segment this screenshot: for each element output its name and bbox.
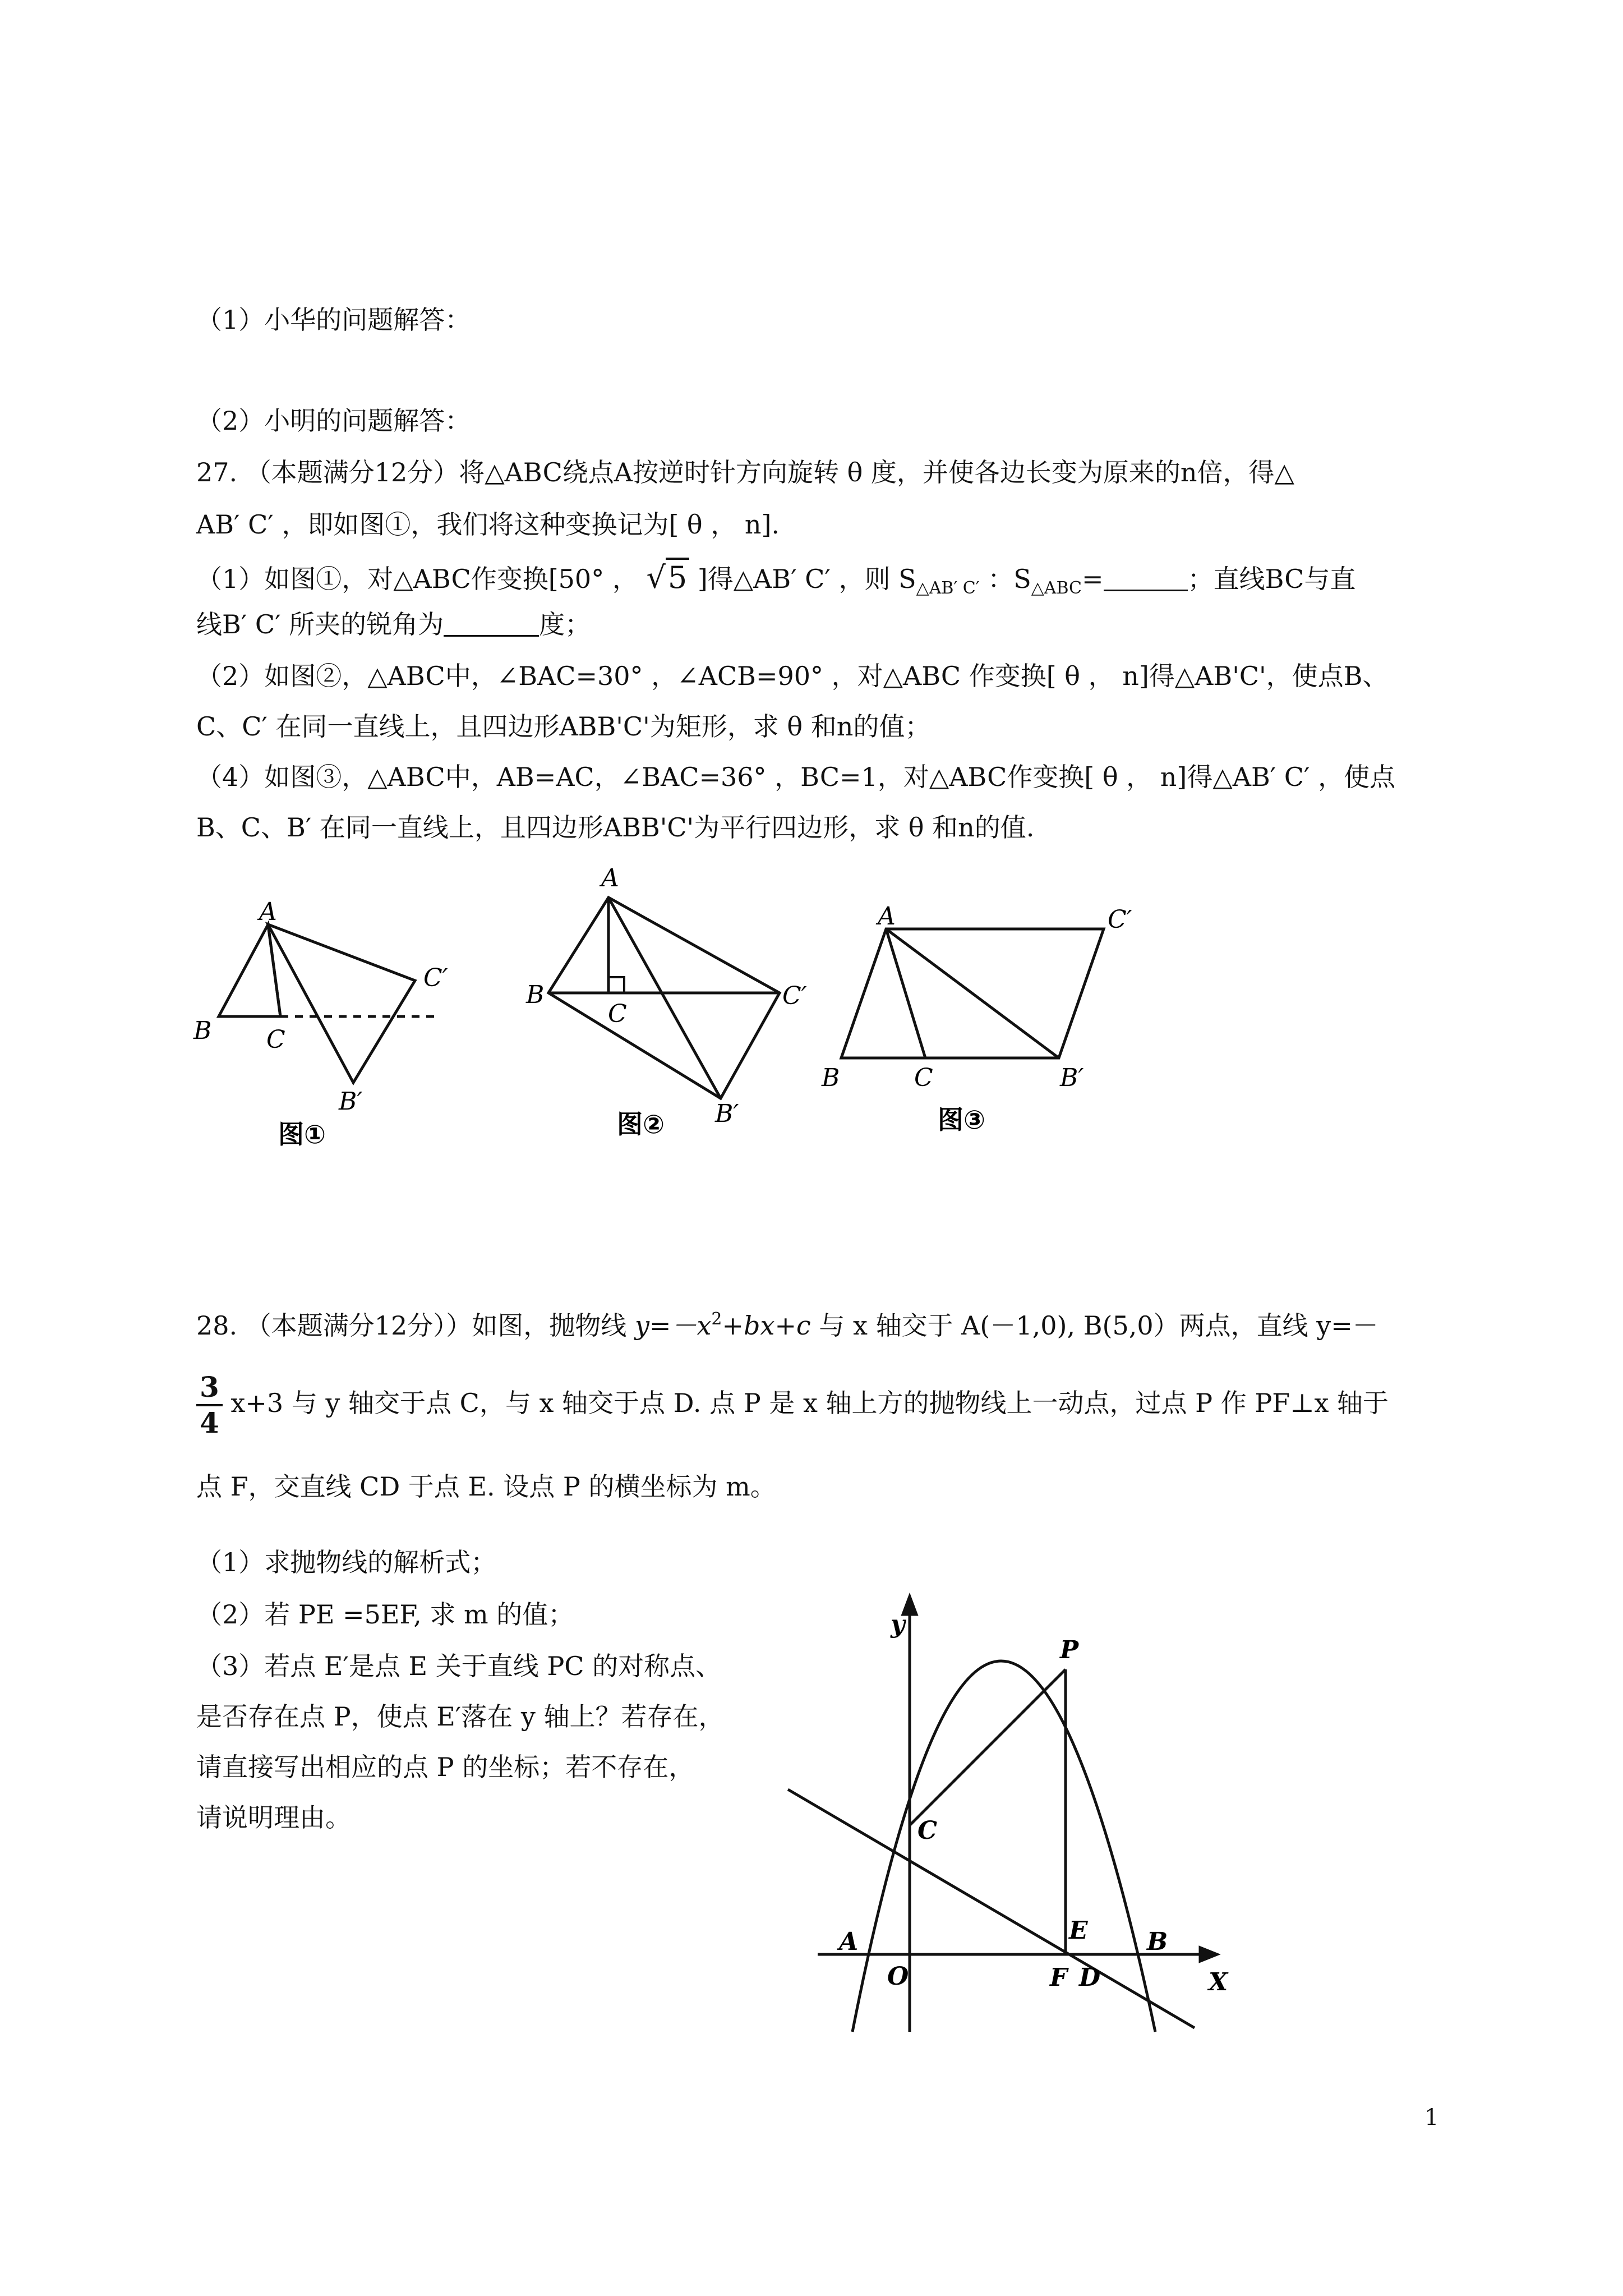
y-axis-arrow bbox=[903, 1596, 916, 1614]
fig3-label-c1: C′ bbox=[1108, 905, 1132, 934]
q27-intro-line2: AB′ C′ ，即如图①，我们将这种变换记为[ θ ， n]. bbox=[196, 509, 780, 540]
graph-label-b: B bbox=[1147, 1927, 1168, 1956]
sqrt-five: √5 bbox=[646, 558, 689, 595]
fraction-three-quarters: $\frac{3}{4}$ bbox=[196, 1370, 223, 1440]
fig2-label-c1: C′ bbox=[782, 982, 807, 1010]
graph-label-f: F bbox=[1050, 1963, 1068, 1992]
fig3-label-c: C bbox=[914, 1064, 933, 1092]
fig3-caption: 图③ bbox=[938, 1105, 985, 1135]
q27-intro-line1: 27. （本题满分12分）将△ABC绕点A按逆时针方向旋转 θ 度，并使各边长变为原来的n倍，得△ bbox=[196, 457, 1294, 487]
q27-part2-line1: （2）如图②，△ABC中，∠BAC=30° ，∠ACB=90° ，对△ABC 作变换[ θ ， n]得△AB'C'，使点B、 bbox=[196, 661, 1389, 691]
fig2-label-b1: B′ bbox=[715, 1099, 739, 1128]
graph-label-c: C bbox=[917, 1816, 938, 1845]
q27-part4-line2: B、C、B′ 在同一直线上，且四边形ABB'C'为平行四边形，求 θ 和n的值. bbox=[196, 812, 1035, 843]
x-axis-arrow bbox=[1200, 1948, 1217, 1961]
q28-sub2: （2）若 PE =5EF, 求 m 的值； bbox=[196, 1599, 574, 1630]
fig1-label-b1: B′ bbox=[339, 1087, 363, 1116]
fig2-label-a: A bbox=[601, 864, 619, 892]
segment-cp bbox=[910, 1669, 1066, 1825]
q28-sub1: （1）求抛物线的解析式； bbox=[196, 1547, 497, 1577]
q26-xiaohua-answer: （1）小华的问题解答： bbox=[196, 305, 471, 335]
fig2-label-b: B bbox=[526, 981, 545, 1009]
q27-part1-line1: （1）如图①，对△ABC作变换[50° ， √5 ]得△AB′ C′ ，则 $S_{\triangle AB' C'}$ ：$S_{\triangle ABC}=$ ；直线BC与直 bbox=[196, 561, 1355, 605]
fig3-label-a: A bbox=[878, 902, 896, 931]
fig1-caption: 图① bbox=[278, 1119, 326, 1149]
q28-sub3-line3: 请直接写出相应的点 P 的坐标；若不存在， bbox=[196, 1752, 695, 1782]
graph-label-y: y bbox=[891, 1610, 905, 1639]
graph-label-a: A bbox=[839, 1927, 859, 1956]
line-cd bbox=[788, 1789, 1195, 2028]
fig1-label-c: C bbox=[266, 1025, 285, 1054]
fig2-label-c: C bbox=[608, 1000, 627, 1028]
page-number: 1 bbox=[1424, 2105, 1439, 2131]
q28-line1: 28. （本题满分12分））如图，抛物线 $y=-x^2+bx+c$ 与 x 轴交于 A(－1,0), B(5,0）两点，直线 y=－ bbox=[196, 1309, 1378, 1341]
q27-part1-line2: 线B′ C′ 所夹的锐角为 度； bbox=[196, 609, 591, 639]
q27-part2-line2: C、C′ 在同一直线上，且四边形ABB'C'为矩形，求 θ 和n的值； bbox=[196, 711, 931, 742]
fig2-caption: 图② bbox=[617, 1109, 665, 1139]
graph-label-o: O bbox=[887, 1962, 909, 1991]
q28-line3: 点 F，交直线 CD 于点 E. 设点 P 的横坐标为 m。 bbox=[196, 1471, 776, 1502]
graph-label-e: E bbox=[1069, 1916, 1088, 1945]
fig1-label-a: A bbox=[259, 898, 277, 926]
q28-sub3-line2: 是否存在点 P，使点 E′落在 y 轴上？若存在， bbox=[196, 1701, 725, 1732]
q28-sub3-line4: 请说明理由。 bbox=[196, 1802, 351, 1833]
q27-part4-line1: （4）如图③，△ABC中，AB=AC，∠BAC=36° ，BC=1，对△ABC作变换[ θ ， n]得△AB′ C′ ，使点 bbox=[196, 762, 1396, 792]
q28-sub3-line1: （3）若点 E′是点 E 关于直线 PC 的对称点、 bbox=[196, 1651, 722, 1681]
fig3-label-b: B bbox=[822, 1064, 840, 1092]
graph-label-x: X bbox=[1209, 1968, 1228, 1996]
q26-xiaoming-answer: （2）小明的问题解答： bbox=[196, 406, 471, 436]
graph-label-d: D bbox=[1079, 1963, 1101, 1992]
fig3-label-b1: B′ bbox=[1060, 1064, 1084, 1092]
fig1-label-c1: C′ bbox=[423, 964, 448, 992]
graph-label-p: P bbox=[1060, 1636, 1079, 1664]
fig1-label-b: B bbox=[193, 1016, 212, 1045]
q28-line2: $\frac{3}{4}$ x+3 与 y 轴交于点 C，与 x 轴交于点 D. 点 P 是 x 轴上方的抛物线上一动点，过点 P 作 PF⊥x 轴于 bbox=[196, 1366, 1389, 1440]
